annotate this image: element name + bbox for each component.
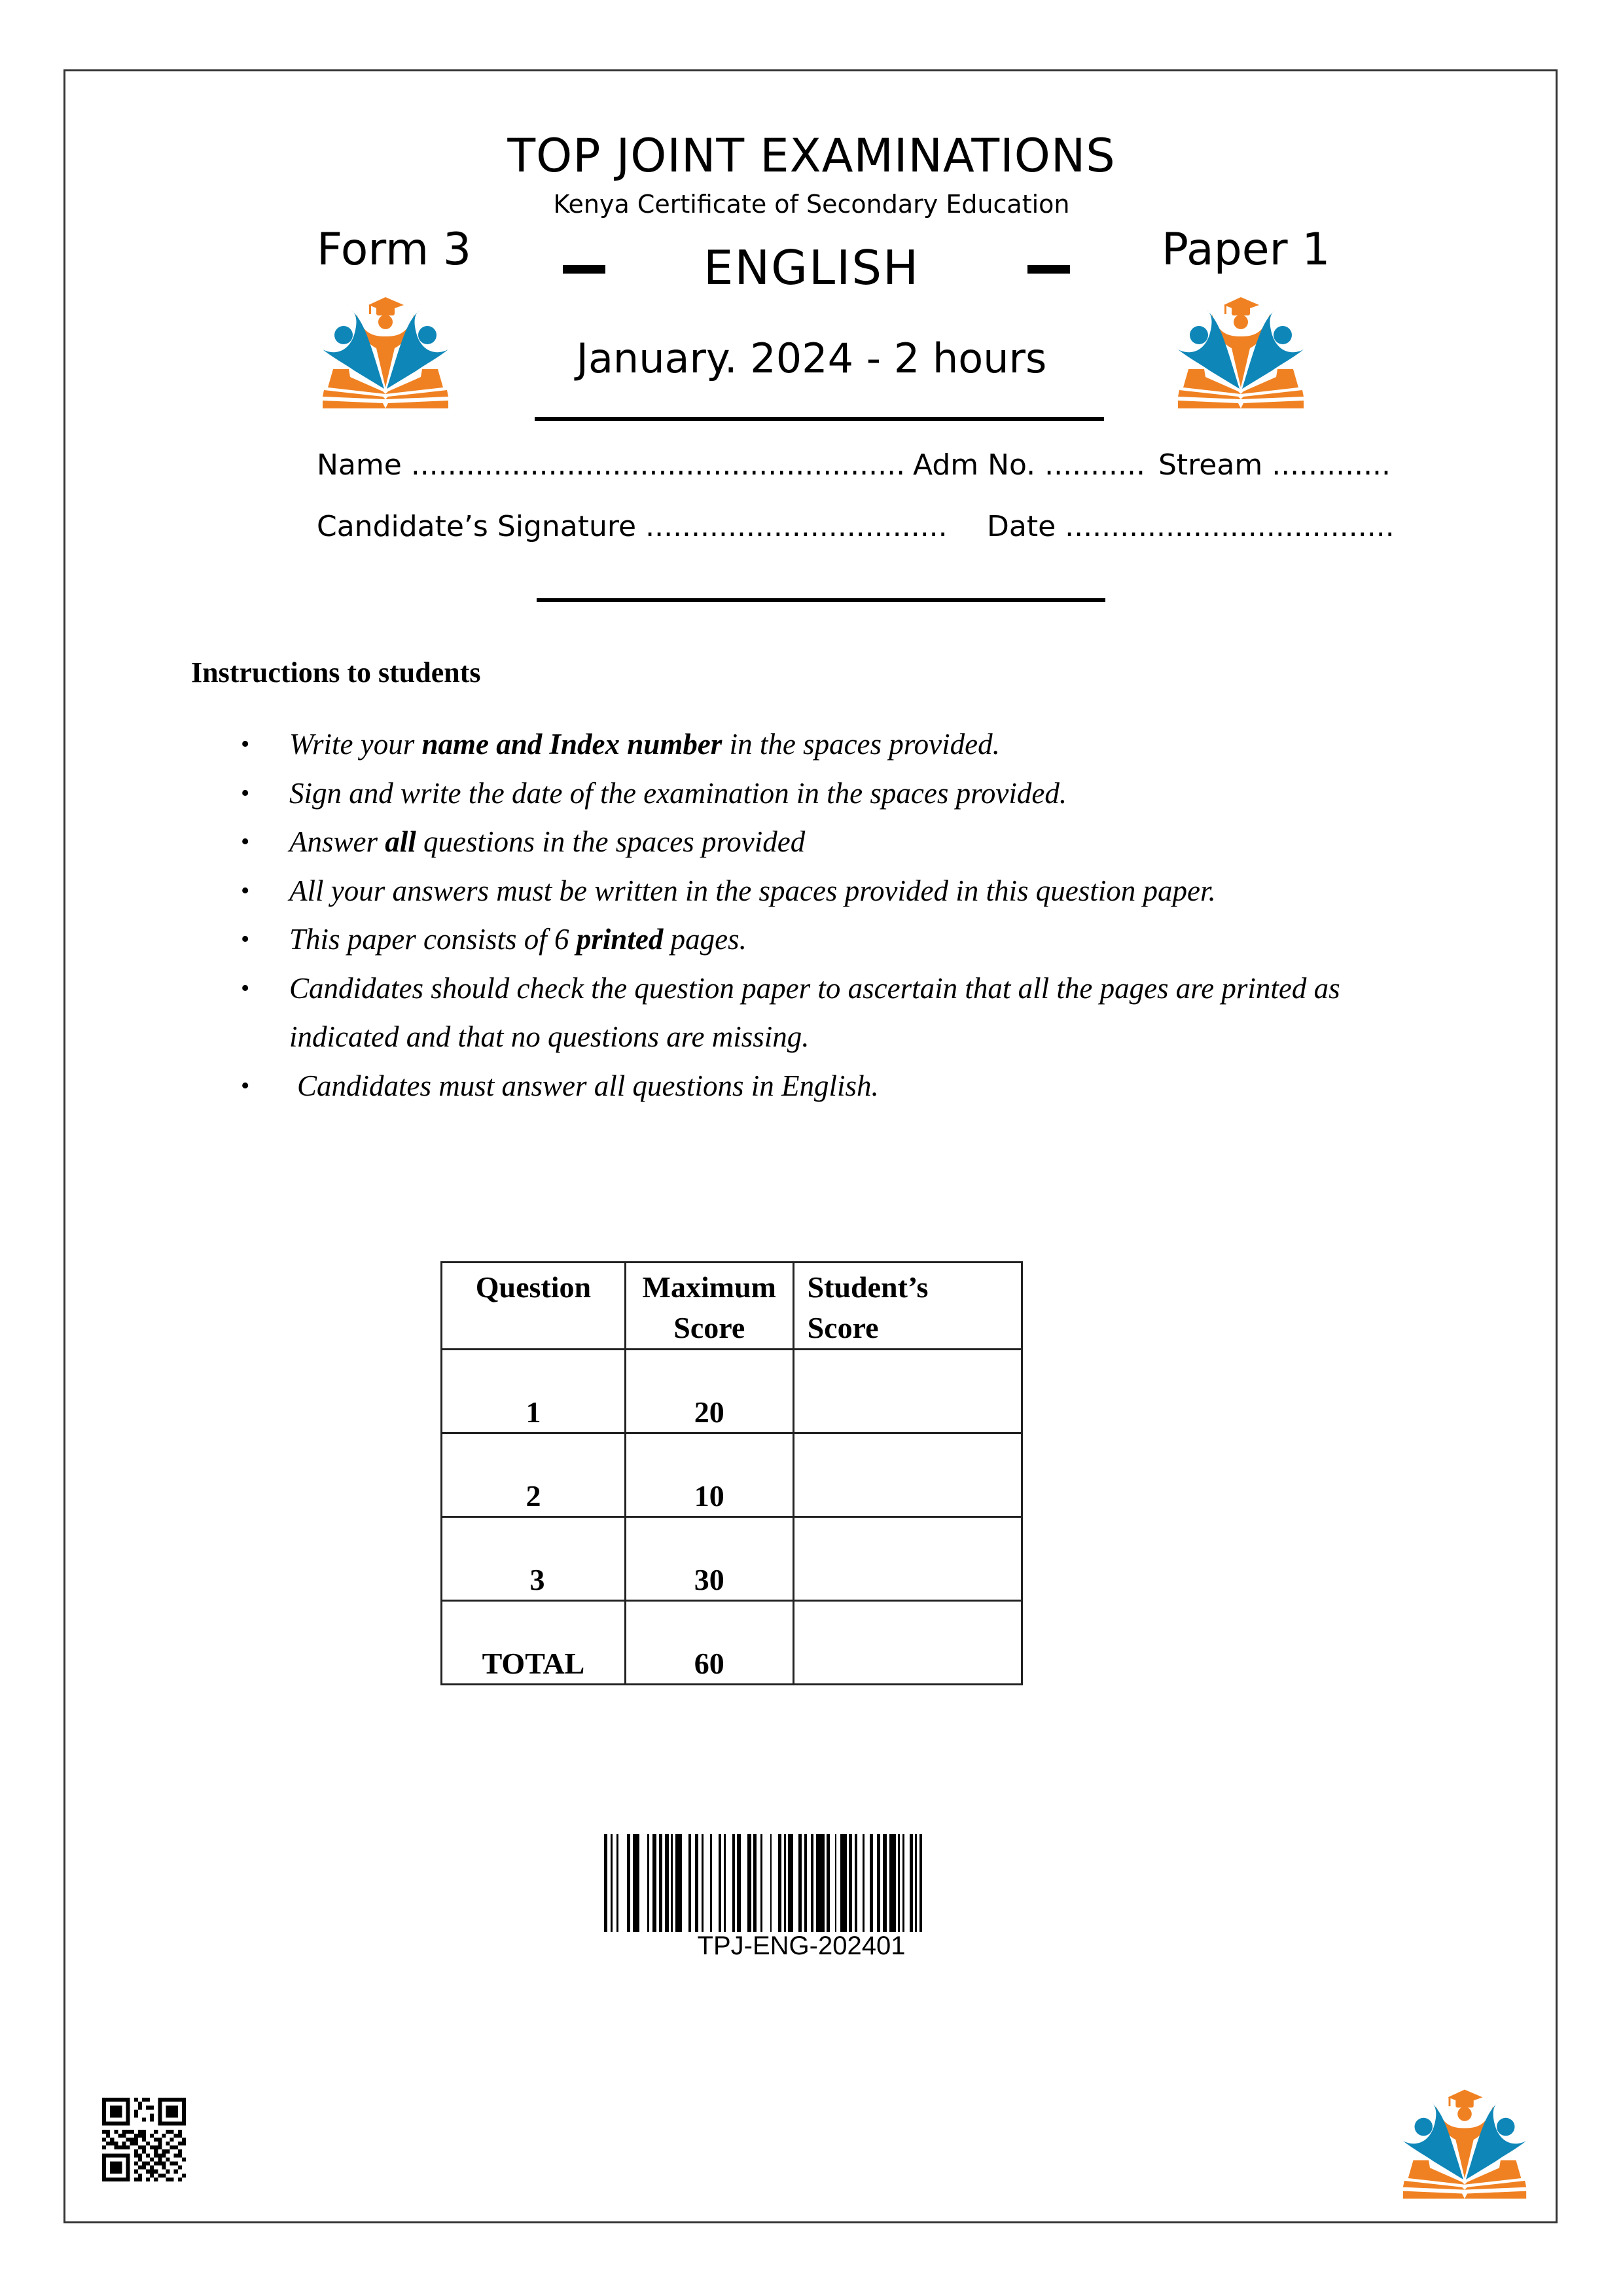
dash-right (1027, 265, 1070, 274)
max-score: 10 (625, 1433, 793, 1517)
header-rule-top (535, 417, 1104, 421)
signature-label: Candidate’s Signature (317, 510, 637, 543)
form-label: Form 3 (317, 224, 472, 276)
header-students-score: Student’s Score (793, 1263, 1022, 1350)
table-header-row (442, 1263, 1022, 1350)
logo-icon-right (1173, 296, 1309, 410)
instruction-item: • Candidates should check the question paper to ascertain that all the pages are printed as indicated and that no questions are missing. (236, 964, 1435, 1062)
paper-label: Paper 1 (1162, 224, 1330, 276)
date-field[interactable] (987, 510, 1395, 544)
total-max-score: 60 (625, 1601, 793, 1685)
adm-no-label: Adm No. (913, 448, 1036, 482)
adm-no-dots[interactable]: ........... (1044, 448, 1146, 482)
header-rule-bottom (537, 598, 1105, 602)
student-score-cell[interactable] (793, 1350, 1022, 1433)
stream-field[interactable] (1158, 448, 1391, 482)
stream-label: Stream (1158, 448, 1263, 482)
instruction-item: • This paper consists of 6 printed pages. (236, 915, 1466, 964)
question-number: 3 (442, 1517, 626, 1601)
subject-title: ENGLISH (703, 240, 920, 295)
logo-icon-footer (1398, 2088, 1531, 2200)
student-score-cell[interactable] (793, 1517, 1022, 1601)
instructions-heading: Instructions to students (191, 656, 481, 689)
adm-no-field[interactable] (913, 448, 1145, 482)
question-number: 2 (442, 1433, 626, 1517)
stream-dots[interactable]: ............. (1272, 448, 1391, 482)
max-score: 20 (625, 1350, 793, 1433)
total-label: TOTAL (442, 1601, 626, 1685)
date-dots[interactable]: .................................... (1065, 510, 1395, 543)
instruction-item: • Answer all questions in the spaces provided (236, 817, 1466, 867)
total-student-score-cell[interactable] (793, 1601, 1022, 1685)
name-field[interactable] (317, 448, 905, 482)
instruction-item: • All your answers must be written in the spaces provided in this question paper. (236, 867, 1466, 916)
qr-code-icon (102, 2098, 186, 2181)
bullet-icon: • (241, 925, 250, 953)
bullet-icon: • (241, 779, 250, 807)
table-row-total (442, 1601, 1022, 1685)
date-label: Date (987, 510, 1056, 543)
instruction-item: • Candidates must answer all questions in English. (236, 1062, 1466, 1111)
table-row (442, 1433, 1022, 1517)
instruction-item: • Sign and write the date of the examination in the spaces provided. (236, 769, 1466, 818)
instructions-list (236, 720, 1466, 1110)
header-maximum-score: Maximum Score (625, 1263, 793, 1350)
barcode-text: TPJ-ENG-202401 (697, 1931, 906, 1960)
score-table (440, 1261, 1023, 1685)
table-row (442, 1517, 1022, 1601)
bullet-icon: • (241, 974, 250, 1002)
bullet-icon: • (241, 828, 250, 855)
name-dots[interactable]: ...................................................... (410, 448, 906, 482)
student-score-cell[interactable] (793, 1433, 1022, 1517)
logo-icon-left (317, 296, 454, 410)
bullet-icon: • (241, 876, 250, 905)
header-question: Question (442, 1263, 626, 1350)
question-number: 1 (442, 1350, 626, 1433)
org-subtitle: Kenya Certificate of Secondary Education (553, 190, 1070, 219)
signature-dots[interactable]: ................................. (645, 510, 948, 543)
bullet-icon: • (241, 1071, 250, 1100)
instruction-item: • Write your name and Index number in the spaces provided. (236, 720, 1466, 769)
org-title: TOP JOINT EXAMINATIONS (507, 129, 1116, 183)
name-label: Name (317, 448, 402, 482)
table-row (442, 1350, 1022, 1433)
signature-field[interactable] (317, 510, 948, 544)
max-score: 30 (625, 1517, 793, 1601)
bullet-icon: • (241, 730, 250, 758)
barcode-icon (604, 1834, 999, 1932)
exam-date-duration: January. 2024 - 2 hours (576, 334, 1047, 382)
